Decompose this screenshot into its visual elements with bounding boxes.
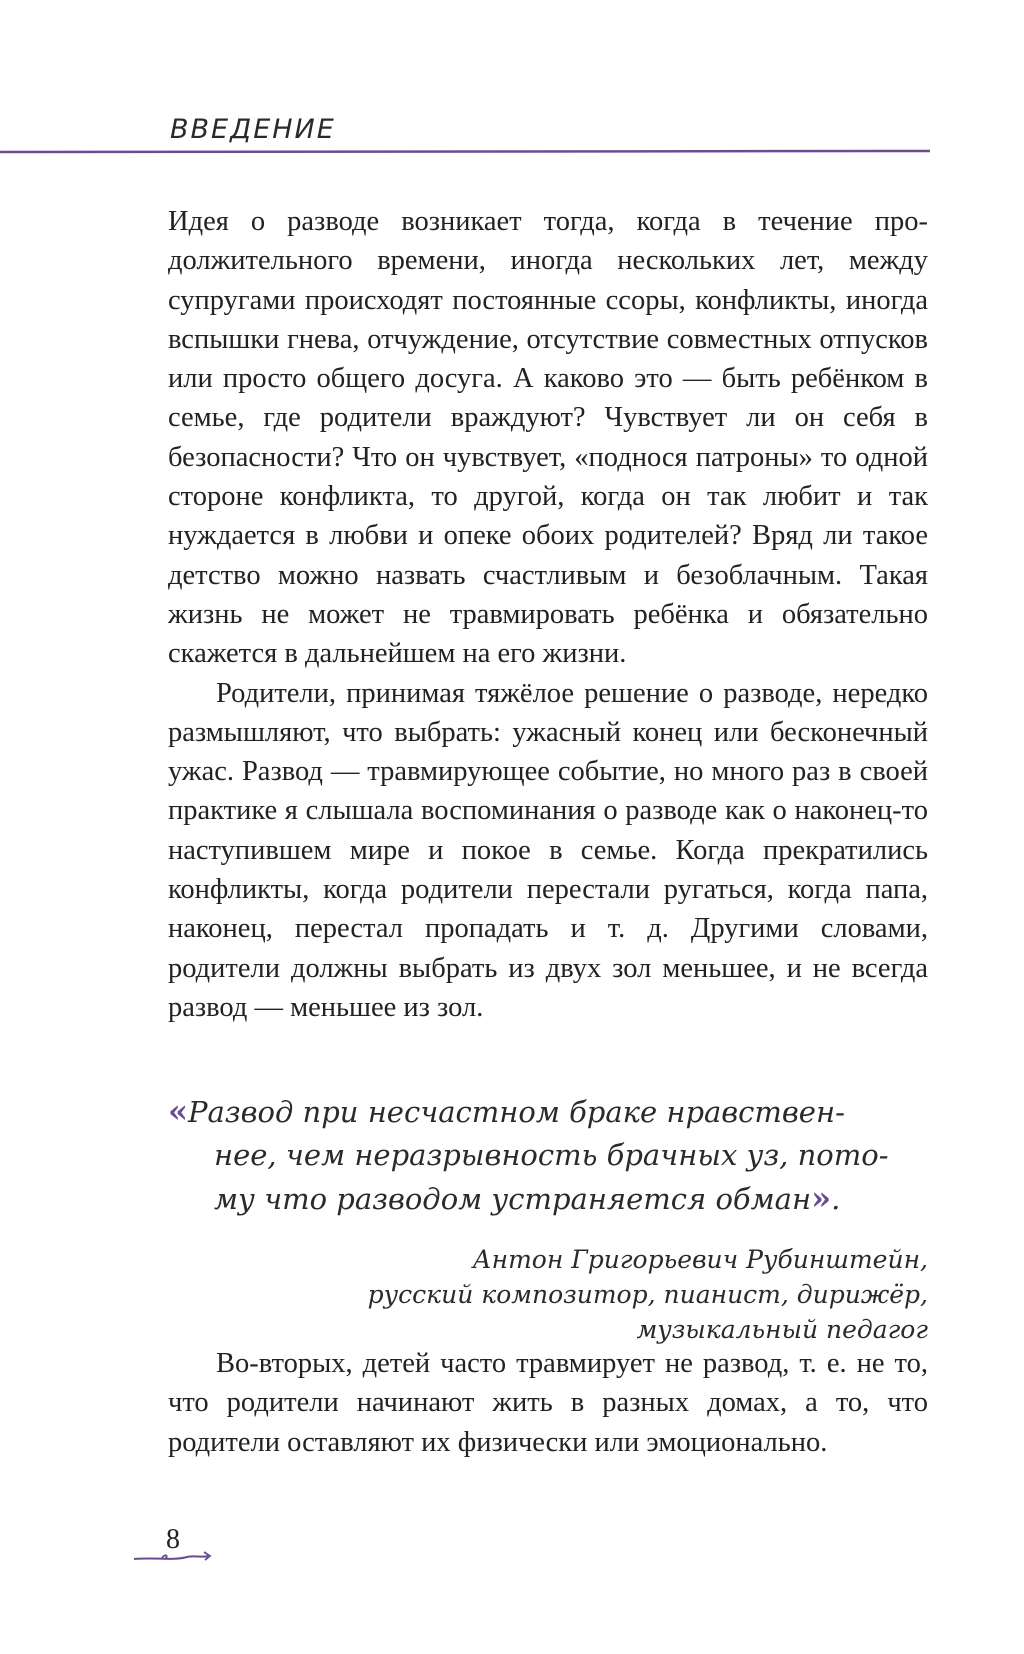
attribution-line: русский композитор, пианист, дирижёр,	[367, 1280, 928, 1309]
attribution-line: музыкальный педагог	[636, 1315, 928, 1344]
body-text-top	[168, 202, 928, 1027]
running-head: ВВЕДЕНИЕ	[170, 114, 336, 145]
folio-swash-ornament	[132, 1548, 222, 1564]
attribution-line: Антон Григорьевич Рубинштейн,	[472, 1245, 928, 1274]
epigraph-quote	[168, 1090, 928, 1221]
close-quote-mark: »	[811, 1179, 832, 1217]
quote-line: нее, чем неразрывность брачных уз, пото-	[214, 1138, 889, 1172]
header-rule	[0, 148, 930, 156]
open-quote-mark: «	[168, 1092, 188, 1130]
quote-attribution	[368, 1242, 928, 1347]
quote-line: му что разводом устраняется обман	[214, 1182, 812, 1216]
body-text-bottom	[168, 1344, 928, 1462]
paragraph: Родители, принимая тяжёлое решение о разводе, нередко размышляют, что выбрать: ужасный конец или бесконечный ужас. Развод — травмирующее событие, но много раз в своей практике я слышала воспоминания о разводе как о наконец-то наступившем мире и покое в семье. Когда прекратились конфликты, когда родители перестали ругаться, когда папа, наконец, перестал пропадать и т. д. Другими словами, родители должны выбрать из двух зол меньшее, и не всегда развод — меньшее из зол.	[168, 677, 928, 1023]
paragraph: Во-вторых, детей часто травмирует не развод, т. е. не то, что родители начинают жить в разных домах, а то, что родители оставляют их физически или эмоционально.	[168, 1348, 928, 1458]
quote-line: Развод при несчастном браке нравствен-	[188, 1095, 845, 1129]
page-number: 8	[166, 1524, 180, 1555]
paragraph: Идея о разводе возникает тогда, когда в течение продолжительного времени, иногда нескольких лет, между супругами происходят постоянные ссоры, конфликты, иногда вспышки гнева, отчуждение, отсутствие совместных отпусков или просто общего досуга. А каково это — быть ребёнком в семье, где родители враждуют? Чувствует ли он себя в безопасности? Что он чувствует, «поднося патроны» то одной стороне конфликта, то другой, когда он так любит и так нуждается в любви и опеке обоих родителей? Вряд ли такое детство можно назвать счастливым и безоблачным. Такая жизнь не может не травмировать ребёнка и обязательно скажется в дальнейшем на его жизни.	[168, 206, 928, 670]
quote-end-punct: .	[831, 1182, 841, 1216]
